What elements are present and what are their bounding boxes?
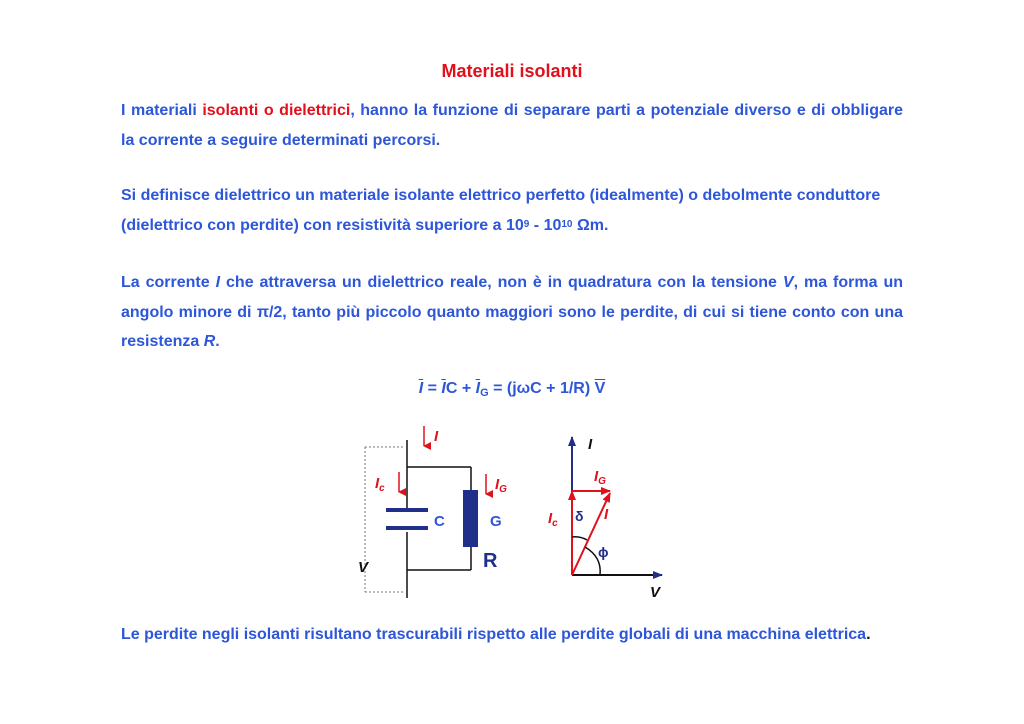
paragraph-conclusion [121, 620, 903, 650]
formula-plus: + [457, 380, 476, 397]
phasor-ig-main: I [594, 468, 599, 485]
page-title: Materiali isolanti [441, 61, 583, 81]
circuit-diagram [340, 420, 520, 600]
delta-label: δ [575, 508, 584, 524]
current-v: V [782, 274, 794, 291]
ig-sub: G [499, 484, 507, 495]
current-d: . [215, 333, 220, 350]
capacitor-label: C [434, 513, 445, 530]
formula-v: $\overline{V}$ [594, 380, 606, 397]
formula [0, 380, 1024, 398]
formula-ic-sub: C [445, 380, 458, 397]
phi-label: ϕ [598, 544, 609, 560]
capacitor-current-label [375, 475, 385, 494]
formula-ig: $\overline{I}$ [475, 380, 481, 397]
current-c: , ma forma un angolo minore di π/2, tanto più piccolo quanto maggiori sono le perdite, di cui si tiene conto con una resistenza [121, 274, 904, 350]
resistor-g-label: G [490, 513, 502, 530]
formula-eq1: = [423, 380, 442, 397]
conductance-current-label [495, 476, 507, 495]
intro-highlight: isolanti o dielettrici [202, 102, 351, 119]
phasor-ig-label [594, 468, 606, 487]
intro-rest: , hanno la funzione di separare parti a potenziale diverso e di obbligare la corrente a seguire determinati percorsi. [121, 102, 904, 149]
axis-i-label: I [588, 436, 593, 453]
current-a: La corrente [121, 274, 210, 291]
phasor-ic-main: I [548, 510, 553, 527]
exponent-9: 9 [523, 218, 530, 230]
circuit-v-label: V [358, 559, 369, 576]
ig-main: I [495, 476, 500, 493]
current-i: I [215, 274, 221, 291]
resistor [463, 490, 478, 547]
conclusion-end: . [866, 626, 871, 643]
formula-i: $\overline{I}$ [418, 380, 424, 397]
formula-ig-sub: G [480, 387, 489, 399]
current-b: che attraversa un dielettrico reale, non è in quadratura con la tensione [226, 274, 777, 291]
definition-text: Si definisce dielettrico un materiale isolante elettrico perfetto (idealmente) o debolmente conduttore (dielettrico con perdite) con resistività superiore a 10 [121, 187, 881, 234]
ic-sub: c [379, 483, 385, 494]
definition-unit: Ωm. [572, 216, 609, 234]
conclusion-text: Le perdite negli isolanti risultano trascurabili rispetto alle perdite globali di una macchina elettrica [121, 626, 867, 643]
paragraph-definition [121, 181, 903, 242]
phasor-ig-sub: G [598, 476, 606, 487]
resistor-r-label: R [483, 550, 498, 572]
axis-v-label: V [650, 584, 661, 601]
paragraph-current [121, 268, 903, 357]
exponent-10: 10 [561, 218, 573, 230]
current-r: R [203, 333, 216, 350]
formula-ic: $\overline{I}$ [441, 380, 446, 397]
total-current-label: I [434, 428, 439, 445]
intro-start: I materiali [121, 102, 197, 119]
phasor-ic-label [548, 510, 558, 529]
formula-eq2: = (jωC + 1/R) [488, 380, 595, 397]
ic-main: I [375, 475, 380, 492]
phasor-i-label: I [604, 506, 609, 523]
delta-arc [572, 537, 587, 540]
phasor-ic-sub: c [552, 518, 558, 529]
paragraph-intro [121, 96, 903, 155]
definition-mid: - 10 [529, 216, 562, 234]
phasor-diagram [530, 425, 680, 605]
